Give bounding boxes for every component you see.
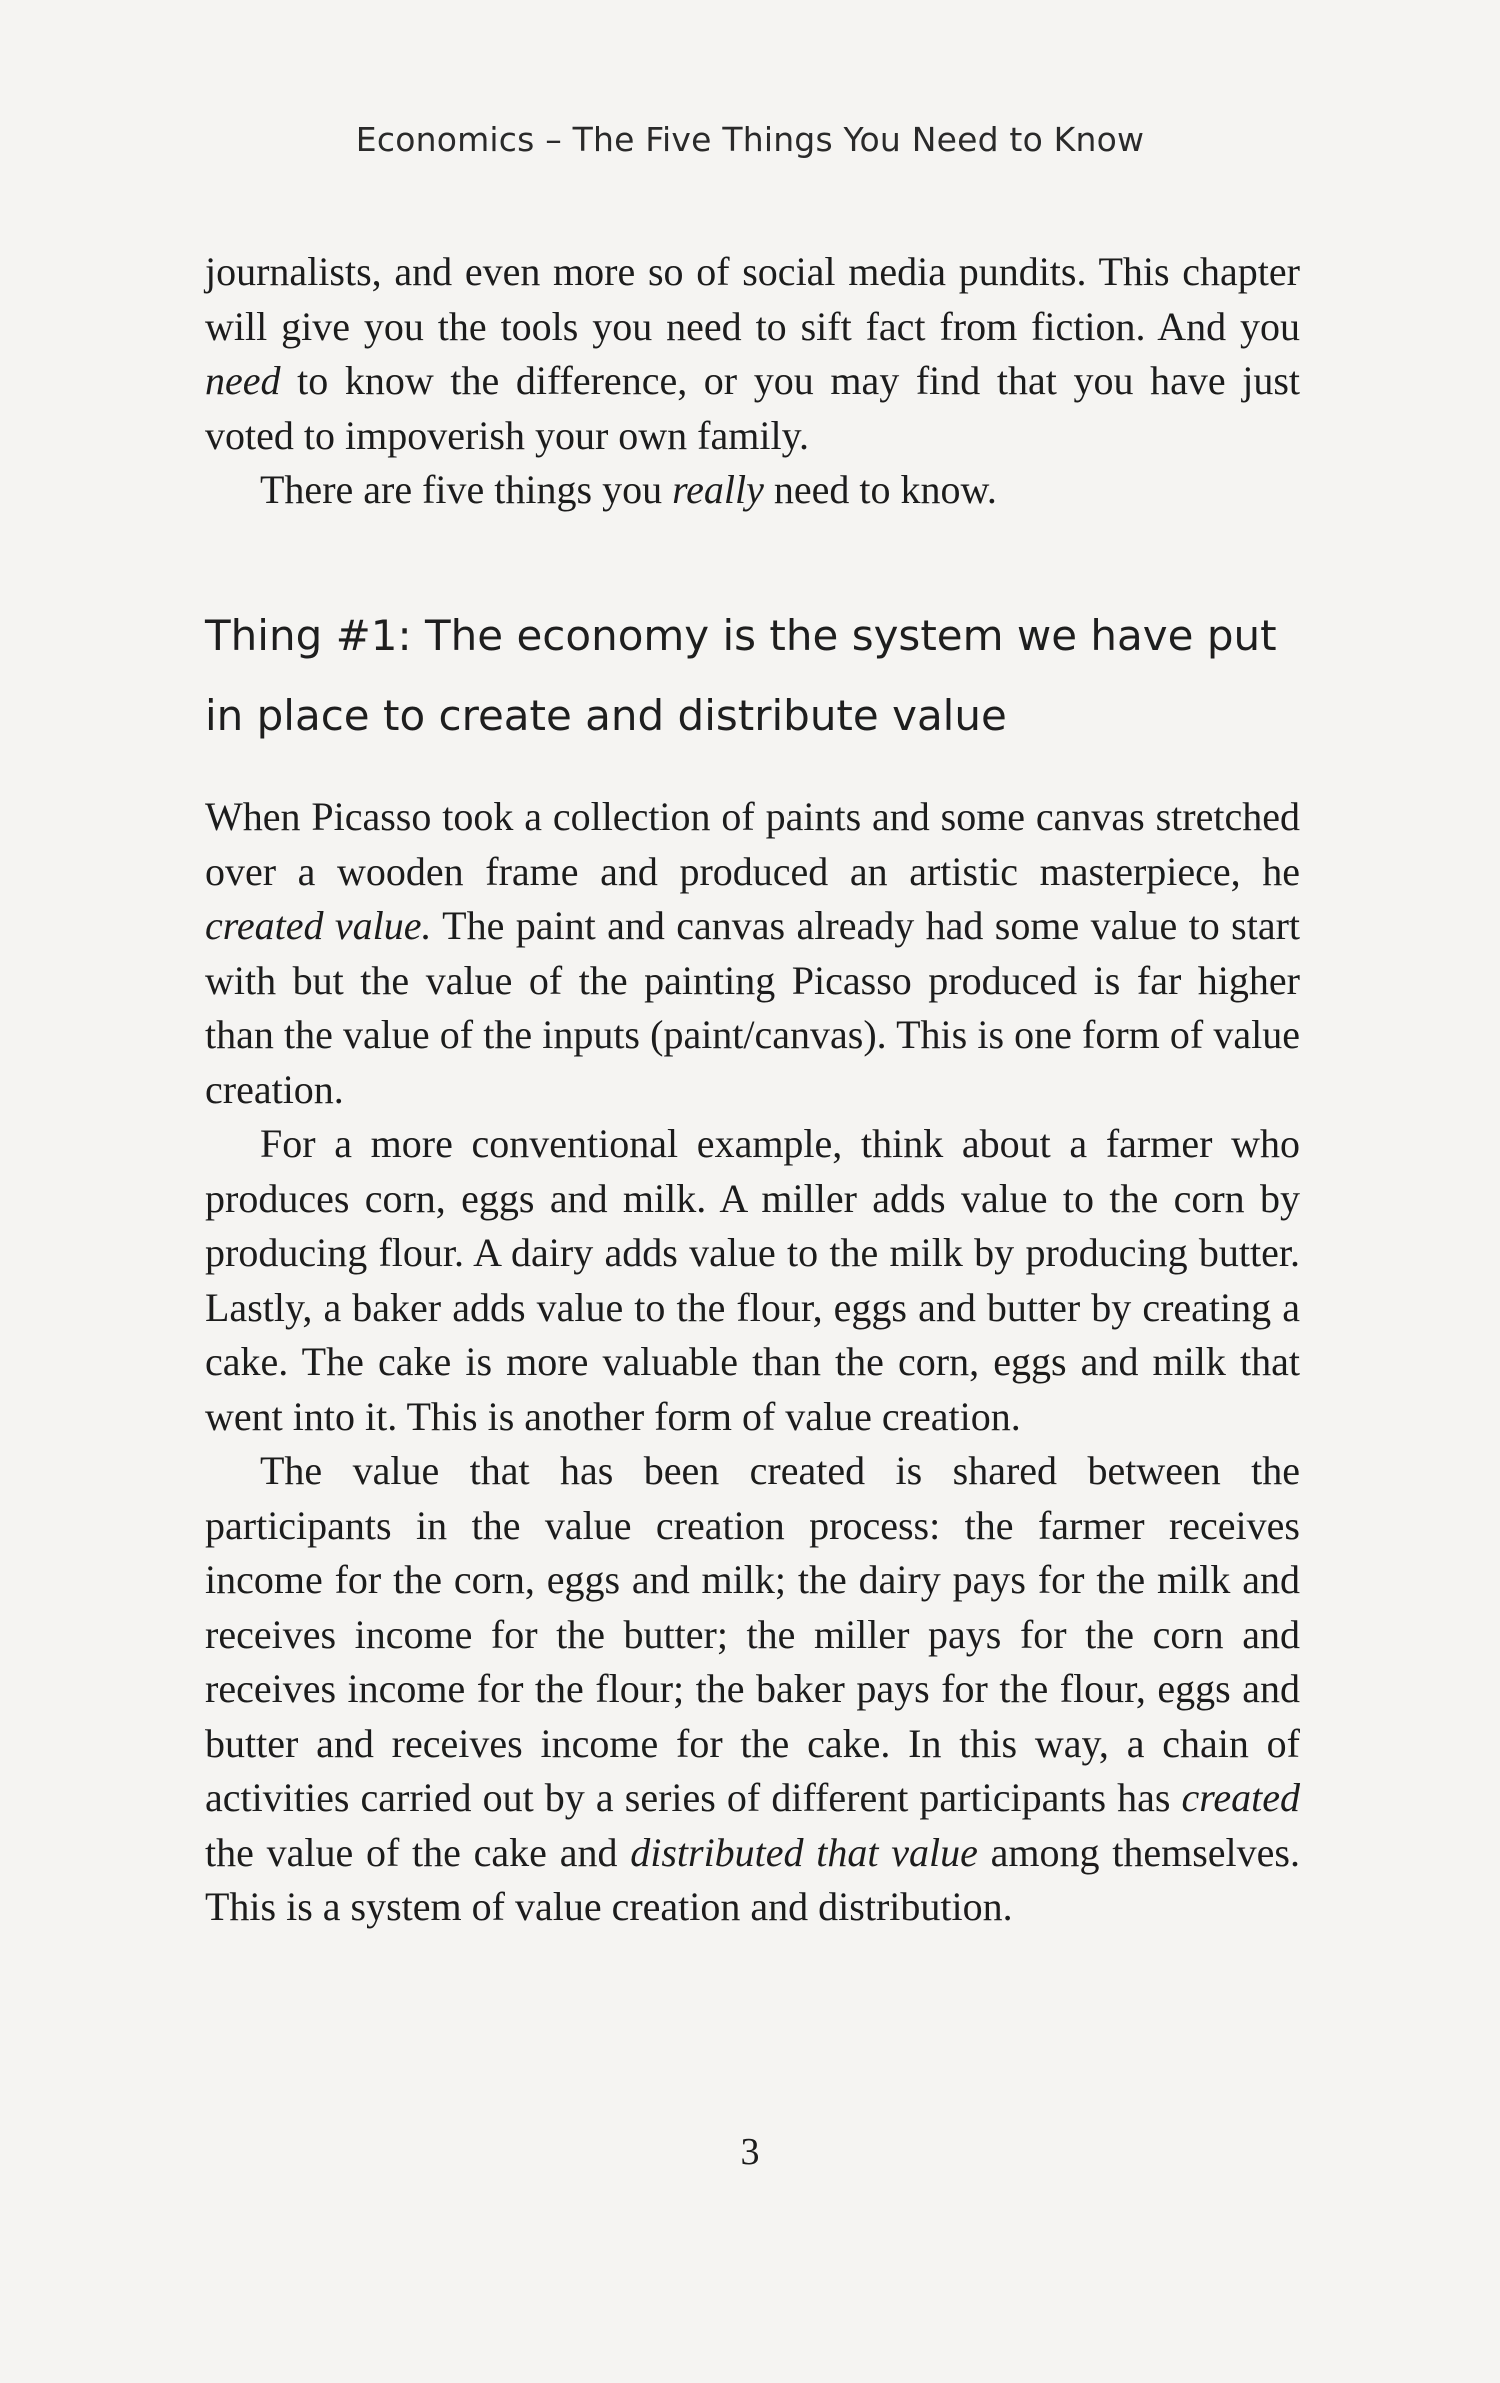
body-paragraph-1: When Picasso took a collection of paints and some canvas stretched over a wooden frame and produced an artistic masterpiece, he created value. The paint and canvas already had some value to start with but the value of the painting Picasso produced is far higher than the value of the inputs (paint/canvas). This is one form of value creation. (205, 794, 1301, 1112)
page-number: 3 (740, 2131, 760, 2173)
intro-text (205, 245, 1300, 518)
intro-paragraph-1: journalists, and even more so of social media pundits. This chapter will give you the tools you need to sift fact from fiction. And you need to know the difference, or you may find that you have just voted to impoverish your own family. (205, 249, 1300, 458)
running-head: Economics – The Five Things You Need to Know (355, 120, 1145, 159)
body-paragraph-2: For a more conventional example, think about a farmer who produces corn, eggs and milk. A miller adds value to the corn by producing flour. A dairy adds value to the milk by producing butter. Lastly, a baker adds value to the flour, eggs and butter by creating a cake. The cake is more valuable than the corn, eggs and milk that went into it. This is another form of value creation. (205, 1121, 1300, 1439)
intro-paragraph-2: There are five things you really need to know. (260, 467, 997, 512)
section-heading: Thing #1: The economy is the system we have put in place to create and distribute value (205, 611, 1277, 740)
body-paragraph-3: The value that has been created is shared between the participants in the value creation process: the farmer receives income for the corn, eggs and milk; the dairy pays for the milk and receives income for the butter; the miller pays for the corn and receives income for the flour; the baker pays for the flour, eggs and butter and receives income for the cake. In this way, a chain of activities carried out by a series of different participants has created the value of the cake and distributed that value among themselves. This is a system of value creation and distribution. (205, 1448, 1300, 1929)
body-text (205, 790, 1300, 1935)
